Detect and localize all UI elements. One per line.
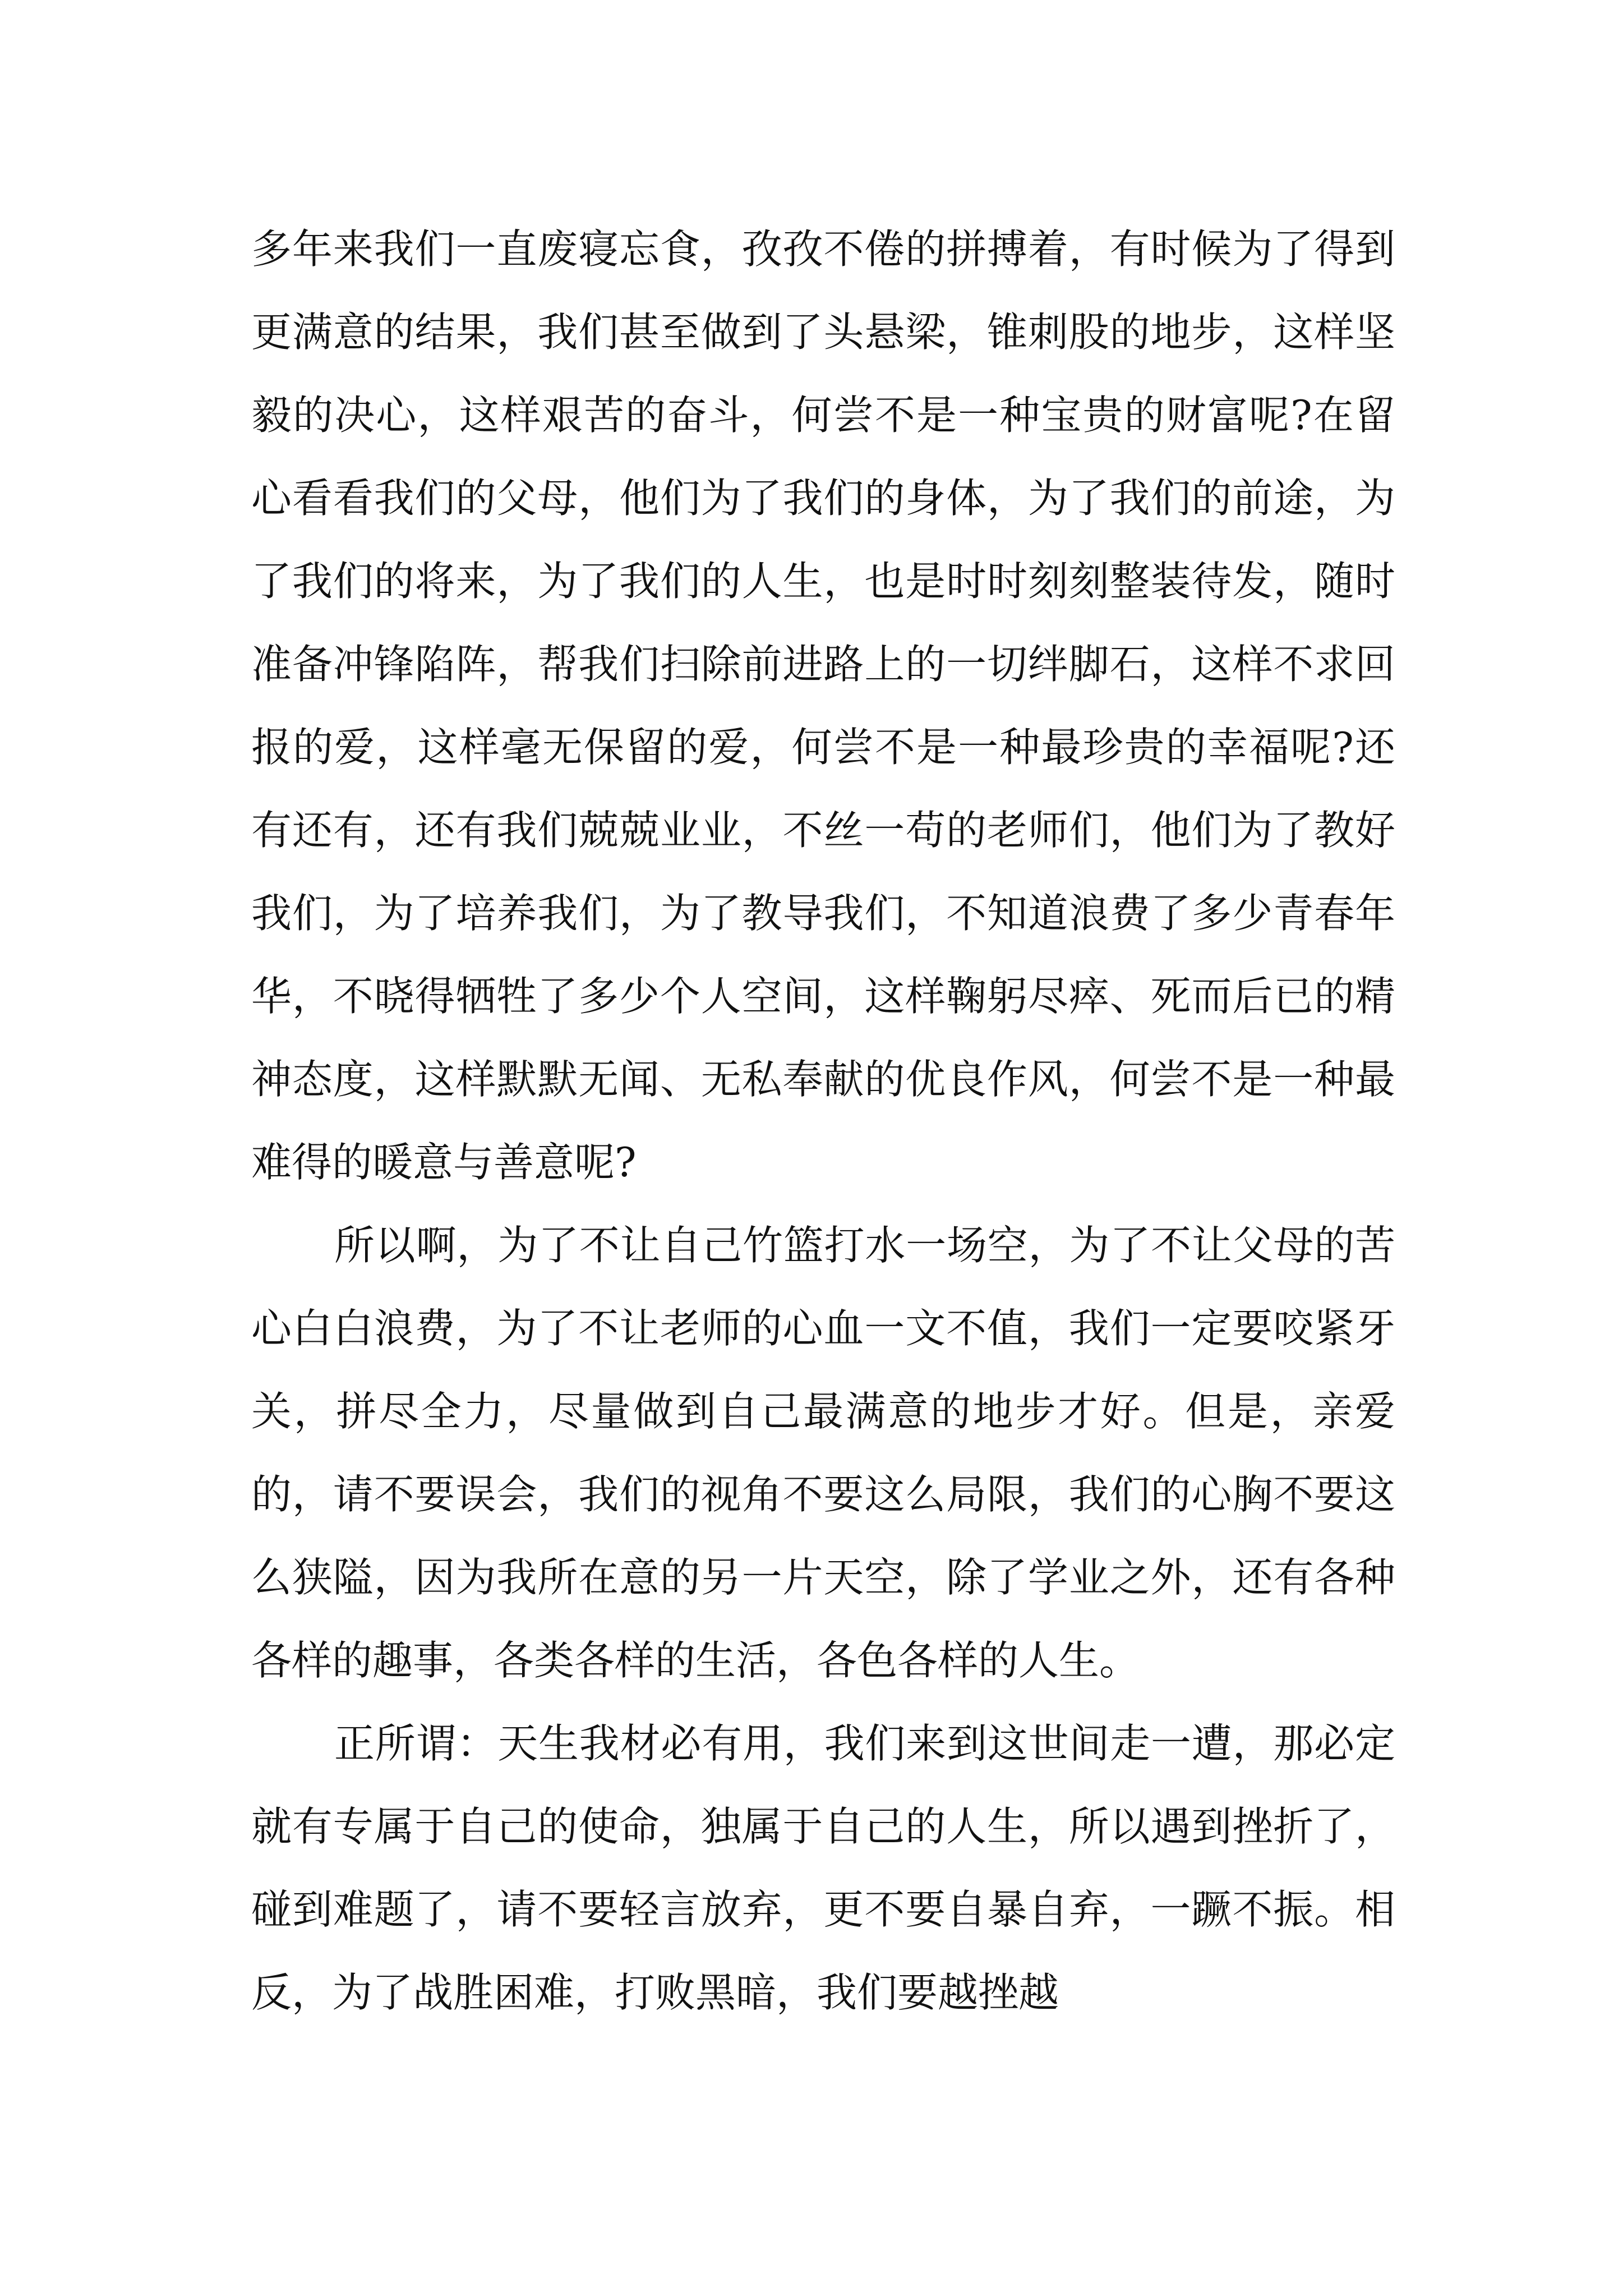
paragraph-3: 正所谓：天生我材必有用，我们来到这世间走一遭，那必定就有专属于自己的使命，独属于自己的人生，所以遇到挫折了，碰到难题了，请不要轻言放弃，更不要自暴自弃，一蹶不振。相反，为了战胜困难，打败黑暗，我们要越挫越 [251, 1720, 1395, 2016]
document-body [251, 208, 1395, 2034]
paragraph-2: 所以啊，为了不让自己竹篮打水一场空，为了不让父母的苦心白白浪费，为了不让老师的心血一文不值，我们一定要咬紧牙关，拼尽全力，尽量做到自己最满意的地步才好。但是，亲爱的，请不要误会，我们的视角不要这么局限，我们的心胸不要这么狭隘，因为我所在意的另一片天空，除了学业之外，还有各种各样的趣事，各类各样的生活，各色各样的人生。 [251, 1222, 1395, 1684]
paragraph-1: 多年来我们一直废寝忘食，孜孜不倦的拼搏着，有时候为了得到更满意的结果，我们甚至做到了头悬梁，锥刺股的地步，这样坚毅的决心，这样艰苦的奋斗，何尝不是一种宝贵的财富呢?在留心看看我们的父母，他们为了我们的身体，为了我们的前途，为了我们的将来，为了我们的人生，也是时时刻刻整装待发，随时准备冲锋陷阵，帮我们扫除前进路上的一切绊脚石，这样不求回报的爱，这样毫无保留的爱，何尝不是一种最珍贵的幸福呢?还有还有，还有我们兢兢业业，不丝一苟的老师们，他们为了教好我们，为了培养我们，为了教导我们，不知道浪费了多少青春年华，不晓得牺牲了多少个人空间，这样鞠躬尽瘁、死而后已的精神态度，这样默默无闻、无私奉献的优良作风，何尝不是一种最难得的暖意与善意呢? [251, 226, 1395, 1186]
